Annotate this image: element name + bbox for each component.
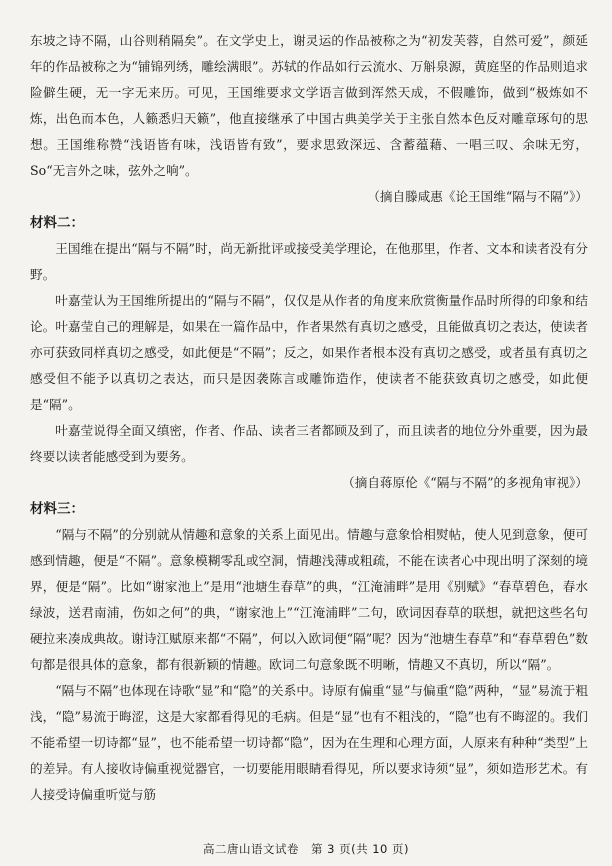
material3-heading: 材料三：: [30, 501, 84, 517]
material3-paragraph: “隔与不隔”的分别就从情趣和意象的关系上面见出。情趣与意象恰相熨帖，使人见到意象，便可感到情趣，便是“不隔”。意象模糊零乱或空洞，情趣浅薄或粗疏，不能在读者心中现出明了深刻的境界，便是“隔”。比如“谢家池上”是用“池塘生春草”的典，“江淹浦畔”是用《别赋》“春草碧色，春水绿波，送君南浦，伤如之何”的典，“谢家池上”“江淹浦畔”二句，欧词因春草的联想，就把这些名句硬拉来凑成典故。谢诗江赋原来都“不隔”，何以入欧词便“隔”呢？因为“池塘生春草”和“春草碧色”数句都是很具体的意象，都有很新颖的情趣。欧词二句意象既不明晰，情趣又不真切，所以“隔”。: [30, 527, 588, 672]
material3-paragraph: “隔与不隔”也体现在诗歌“显”和“隐”的关系中。诗原有偏重“显”与偏重“隐”两种，“显”易流于粗浅，“隐”易流于晦涩，这是大家都看得见的毛病。但是“显”也有不粗浅的，“隐”也有不晦涩的。我们不能希望一切诗都“显”，也不能希望一切诗都“隐”，因为在生理和心理方面，人原来有种种“类型”上的差异。有人接收诗偏重视觉器官，一切要能用眼睛看得见，所以要求诗须“显”，须如造形艺术。有人接受诗偏重听觉与筋: [30, 683, 588, 802]
material2-paragraph: 叶嘉莹认为王国维所提出的“隔与不隔”，仅仅是从作者的角度来欣赏衡量作品时所得的印象和结论。叶嘉莹自己的理解是，如果在一篇作品中，作者果然有真切之感受，且能做真切之表达，使读者亦可获致同样真切之感受，如此便是“不隔”；反之，如果作者根本没有真切之感受，或者虽有真切之感受但不能予以真切之表达，而只是因袭陈言或雕饰造作，使读者不能获致真切之感受，如此便是“隔”。: [30, 293, 588, 412]
material1-source: （摘自滕咸惠《论王国维“隔与不隔”》）: [367, 189, 588, 204]
page-footer: 高二唐山语文试卷 第 3 页(共 10 页): [202, 842, 410, 856]
material2-heading: 材料二：: [30, 215, 84, 231]
material2-paragraph: 王国维在提出“隔与不隔”时，尚无新批评或接受美学理论，在他那里，作者、文本和读者没有分野。: [30, 241, 588, 282]
material2-paragraph: 叶嘉莹说得全面又缜密，作者、作品、读者三者都顾及到了，而且读者的地位分外重要，因为最终要以读者能感受到为要务。: [30, 423, 588, 464]
intro-paragraph: 东坡之诗不隔，山谷则稍隔矣”。在文学史上，谢灵运的作品被称之为“初发芙蓉，自然可爱”，颜延年的作品被称之为“铺锦列绣，雕绘满眼”。苏轼的作品如行云流水、万斛泉源，黄庭坚的作品则追求险僻生硬，无一字无来历。可见，王国维要求文学语言做到浑然天成，不假雕饰，做到“极炼如不炼，出色而本色，人籁悉归天籁”，他直接继承了中国古典美学关于主张自然本色反对雕章琢句的思想。王国维称赞“浅语皆有味，浅语皆有致”，要求思致深远、含蓄蕴藉、一唱三叹、余味无穷，So“无言外之味，弦外之响”。: [30, 33, 588, 178]
material2-source: （摘自蒋原伦《“隔与不隔”的多视角审视》）: [342, 475, 588, 490]
exam-page: [30, 28, 588, 808]
